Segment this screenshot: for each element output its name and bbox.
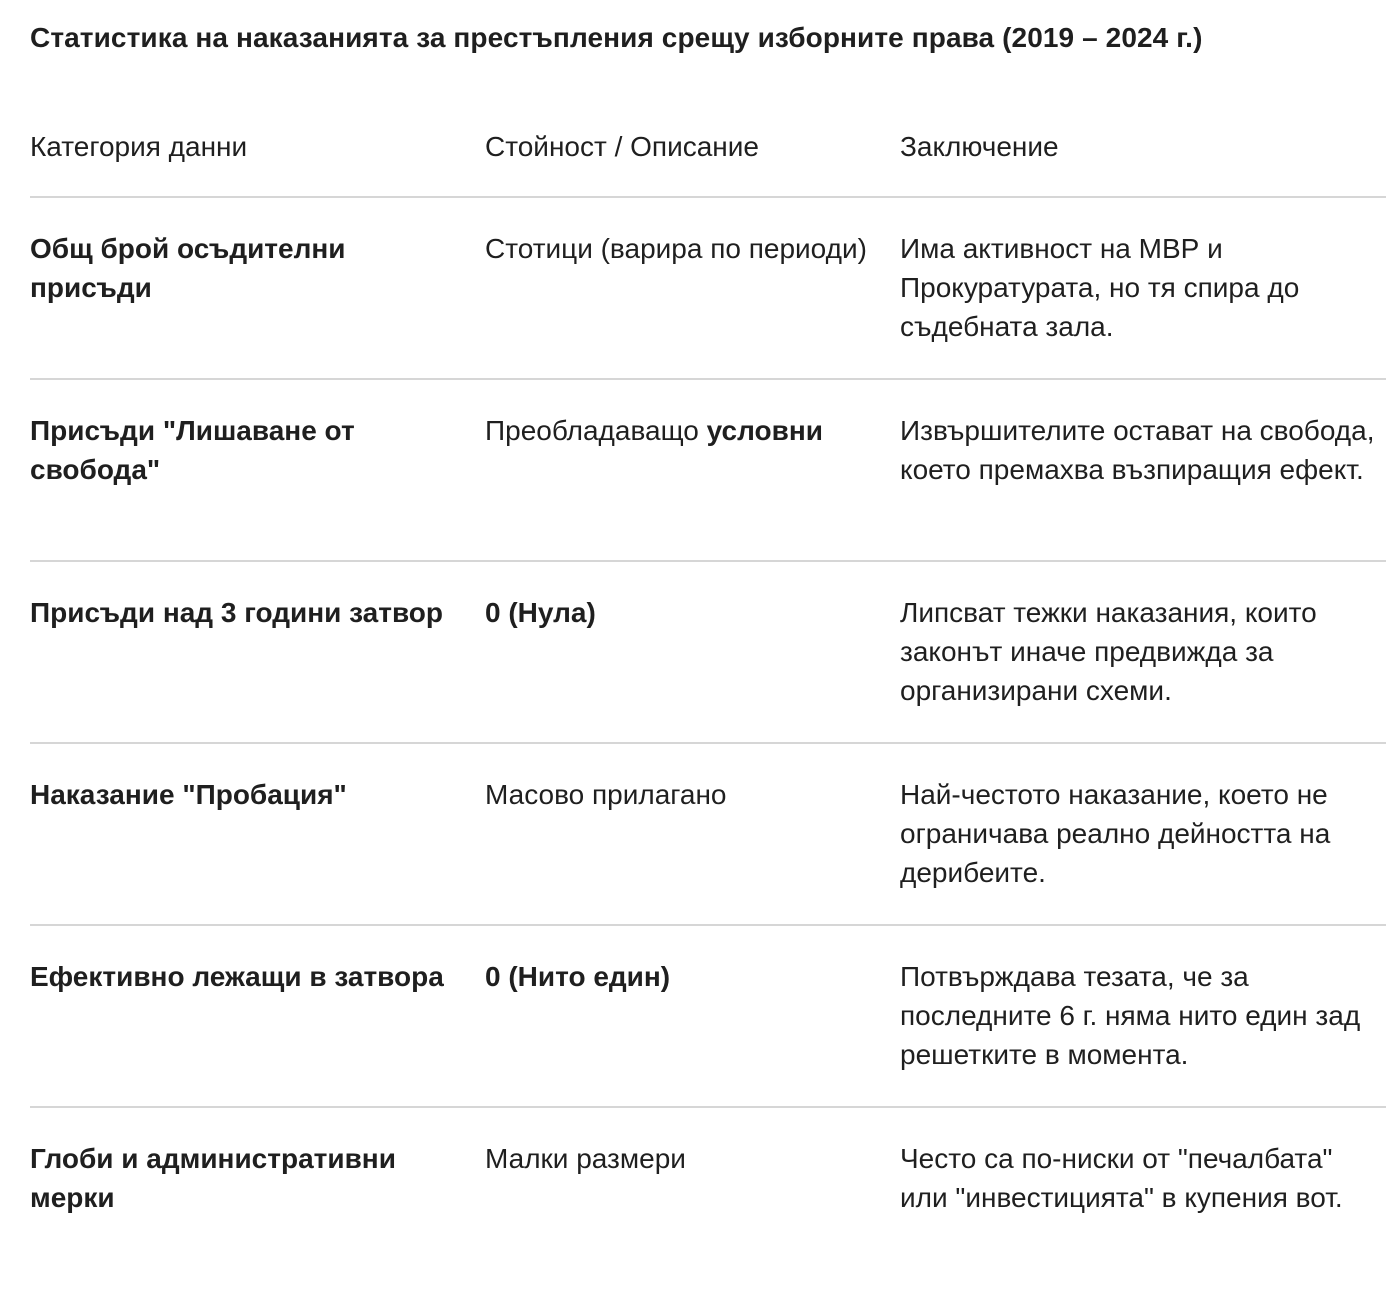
row-value: 0 (Нула) <box>485 597 596 628</box>
row-category: Ефективно лежащи в затвора <box>30 961 444 992</box>
row-value: 0 (Нито един) <box>485 961 671 992</box>
table-row <box>30 562 1386 744</box>
row-value: Масово прилагано <box>485 779 727 810</box>
row-category: Присъди над 3 години затвор <box>30 597 444 628</box>
column-header-conclusion: Заключение <box>900 131 1059 162</box>
row-conclusion: Потвърждава тезата, че за последните 6 г. няма нито един зад решетките в момента. <box>900 961 1361 1070</box>
row-conclusion: Най-честото наказание, което не ограничава реално дейността на дерибеите. <box>900 779 1331 888</box>
row-conclusion: Липсват тежки наказания, които законът иначе предвижда за организирани схеми. <box>900 597 1317 706</box>
row-category: Наказание "Пробация" <box>30 779 347 810</box>
statistics-table <box>30 118 1386 1290</box>
row-value <box>485 380 900 560</box>
table-header-row <box>30 118 1386 198</box>
row-value-emphasis: условни <box>706 415 823 446</box>
table-row <box>30 744 1386 926</box>
row-value: Малки размери <box>485 1143 686 1174</box>
row-value: Стотици (варира по периоди) <box>485 233 867 264</box>
page-title: Статистика на наказанията за престъпления срещу изборните права (2019 – 2024 г.) <box>30 22 1203 53</box>
row-conclusion: Извършителите остават на свобода, което премахва възпиращия ефект. <box>900 415 1375 485</box>
table-row <box>30 380 1386 562</box>
row-conclusion: Често са по-ниски от "печалбата" или "инвестицията" в купения вот. <box>900 1143 1343 1213</box>
row-category: Общ брой осъдителни присъди <box>30 233 346 303</box>
row-category: Присъди "Лишаване от свобода" <box>30 415 355 485</box>
table-row <box>30 198 1386 380</box>
row-value-text: Преобладаващо <box>485 415 707 446</box>
row-category: Глоби и административни мерки <box>30 1143 396 1213</box>
row-conclusion: Има активност на МВР и Прокуратурата, но тя спира до съдебната зала. <box>900 233 1300 342</box>
table-row <box>30 1108 1386 1290</box>
column-header-category: Категория данни <box>30 131 248 162</box>
table-row <box>30 926 1386 1108</box>
column-header-value: Стойност / Описание <box>485 131 759 162</box>
